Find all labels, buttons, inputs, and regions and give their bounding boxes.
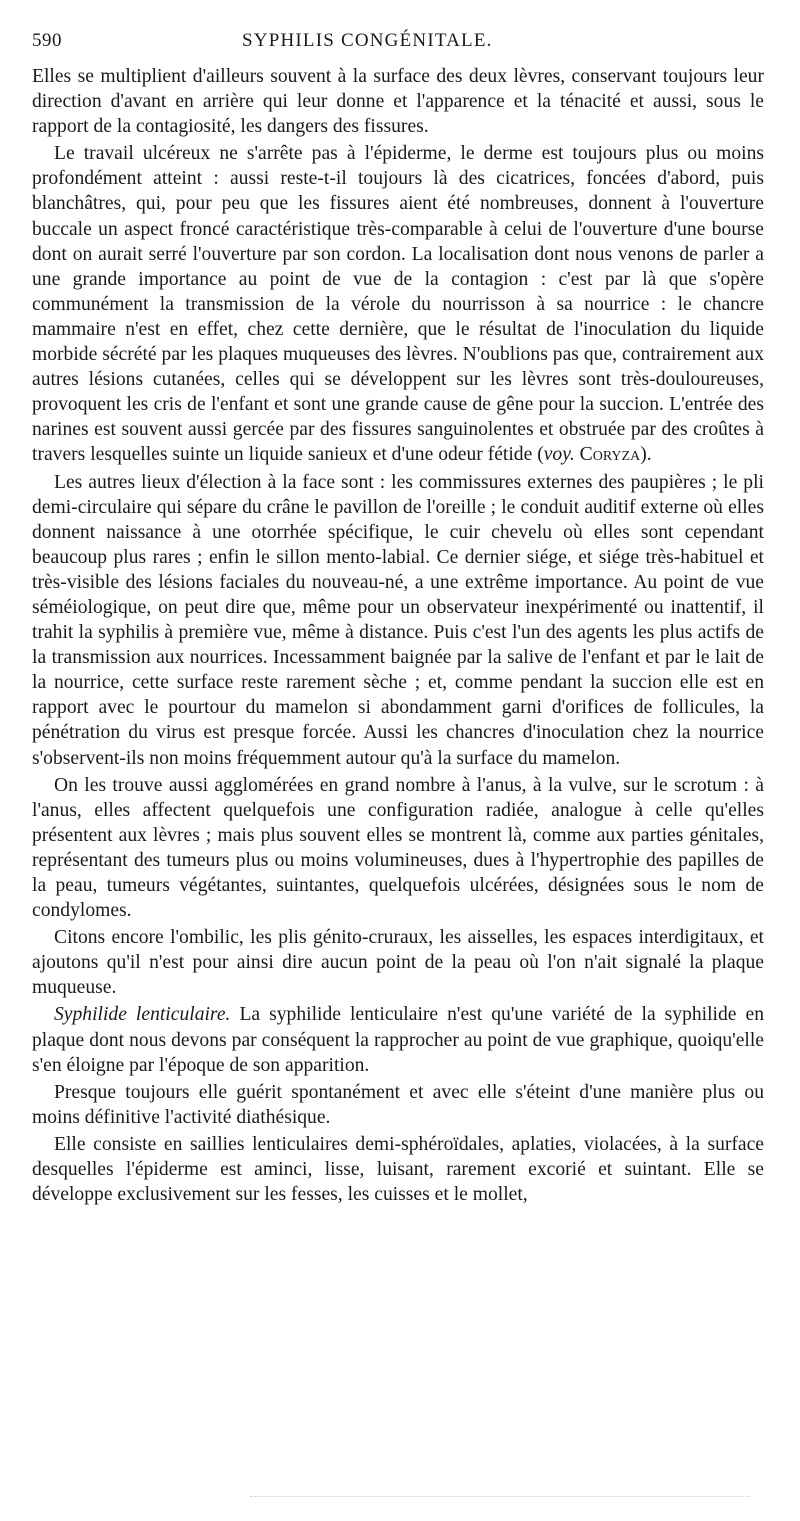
paragraph [32, 1132, 764, 1207]
paragraph-text: On les trouve aussi agglomérées en grand nombre à l'anus, à la vulve, sur le scrotum : à l'anus, elles affectent quelquefois une configuration radiée, analogue à celle qu'elles présentent aux lèvres ; mais plus souvent elles se montrent là, comme aux parties génitales, représentant des tumeurs plus ou moins volumineuses, dues à l'hypertrophie des papilles de la peau, tumeurs végétantes, suintantes, quelquefois ulcérées, désignées sous le nom de condylomes. [32, 774, 764, 922]
paragraph [32, 925, 764, 1000]
paragraph-text: Les autres lieux d'élection à la face sont : les commissures externes des paupières ; le pli demi-circulaire qui sépare du crâne le pavillon de l'oreille ; le conduit auditif externe où elles donnent naissance à une otorrhée spécifique, le cuir chevelu où elles sont cependant beaucoup plus rares ; enfin le sillon mento-labial. Ce dernier siége, et siége très-habituel et très-visible des lésions faciales du nouveau-né, a une extrême importance. Au point de vue séméiologique, on peut dire que, même pour un observateur inexpérimenté ou inattentif, il trahit la syphilis à première vue, même à distance. Puis c'est l'un des agents les plus actifs de la transmission aux nourrices. Incessamment baignée par la salive de l'enfant et par le lait de la nourrice, cette surface reste rarement sèche ; et, comme pendant la succion elle est en rapport avec le pourtour du mamelon si abondamment garni d'orifices de follicules, la pénétration du virus est presque forcée. Aussi les chancres d'inoculation chez la nourrice s'observent-ils non moins fréquemment autour qu'à la surface du mamelon. [32, 471, 764, 769]
paragraph [32, 141, 764, 467]
section-lead-title: Syphilide lenticulaire. [54, 1004, 231, 1026]
paragraph-tail: ). [640, 444, 652, 466]
running-title: SYPHILIS CONGÉNITALE. [242, 30, 493, 51]
paragraph-text: Le travail ulcéreux ne s'arrête pas à l'épiderme, le derme est toujours plus ou moins profondément atteint : aussi reste-t-il toujours là des cicatrices, foncées d'abord, puis blanchâtres, qui, pour peu que les fissures aient été nombreuses, donnent à l'ouverture buccale un aspect froncé caractéristique très-comparable à celui de l'ouverture d'une bourse dont on aurait serré l'ouverture par son cordon. La localisation dont nous venons de parler a une grande importance au point de vue de la contagion : c'est par là que s'opère communément la transmission de la vérole du nourrisson à sa nourrice : le chancre mammaire n'est en effet, chez cette dernière, que le résultat de l'inoculation du liquide morbide sécrété par les plaques muqueuses des lèvres. N'oublions pas que, contrairement aux autres lésions cutanées, celles qui se développent sur les lèvres sont très-douloureuses, provoquent les cris de l'enfant et sont une grande cause de gêne pour la succion. L'entrée des narines est souvent aussi gercée par des fissures sanguinolentes et obstruée par des croûtes à travers lesquelles suinte un liquide sanieux et d'une odeur fétide ( [32, 143, 764, 466]
paragraph [32, 773, 764, 924]
paragraph-text: Citons encore l'ombilic, les plis génito-cruraux, les aisselles, les espaces interdigitaux, et ajoutons qu'il n'est pour ainsi dire aucun point de la peau où l'on n'ait signalé la plaque muqueuse. [32, 927, 764, 999]
book-page [32, 30, 764, 1209]
cross-reference-term: Coryza [579, 444, 641, 466]
paragraph-text: Elles se multiplient d'ailleurs souvent à la surface des deux lèvres, conservant toujours leur direction d'avant en arrière qui leur donne et l'apparence et la ténacité et aussi, sous le rapport de la contagiosité, les dangers des fissures. [32, 66, 764, 138]
paragraph-text: Elle consiste en saillies lenticulaires demi-sphéroïdales, aplaties, violacées, à la surface desquelles l'épiderme est aminci, lisse, luisant, rarement excorié et suintant. Elle se développe exclusivement sur les fesses, les cuisses et le mollet, [32, 1133, 764, 1206]
paragraph [32, 1002, 764, 1077]
footer-divider [250, 1496, 750, 1497]
paragraph [32, 470, 764, 771]
page-number: 590 [32, 30, 62, 51]
paragraph-continued [32, 64, 764, 139]
cross-reference-voy: voy. [543, 444, 575, 466]
paragraph [32, 1080, 764, 1130]
paragraph-text: La syphilide lenticulaire n'est qu'une variété de la syphilide en plaque dont nous devons par conséquent la rapprocher au point de vue graphique, quoiqu'elle s'en éloigne par l'époque de son apparition. [32, 1004, 765, 1076]
running-head [32, 30, 764, 64]
body-text [32, 64, 764, 1207]
paragraph-text: Presque toujours elle guérit spontanément et avec elle s'éteint d'une manière plus ou moins définitive l'activité diathésique. [32, 1081, 764, 1128]
